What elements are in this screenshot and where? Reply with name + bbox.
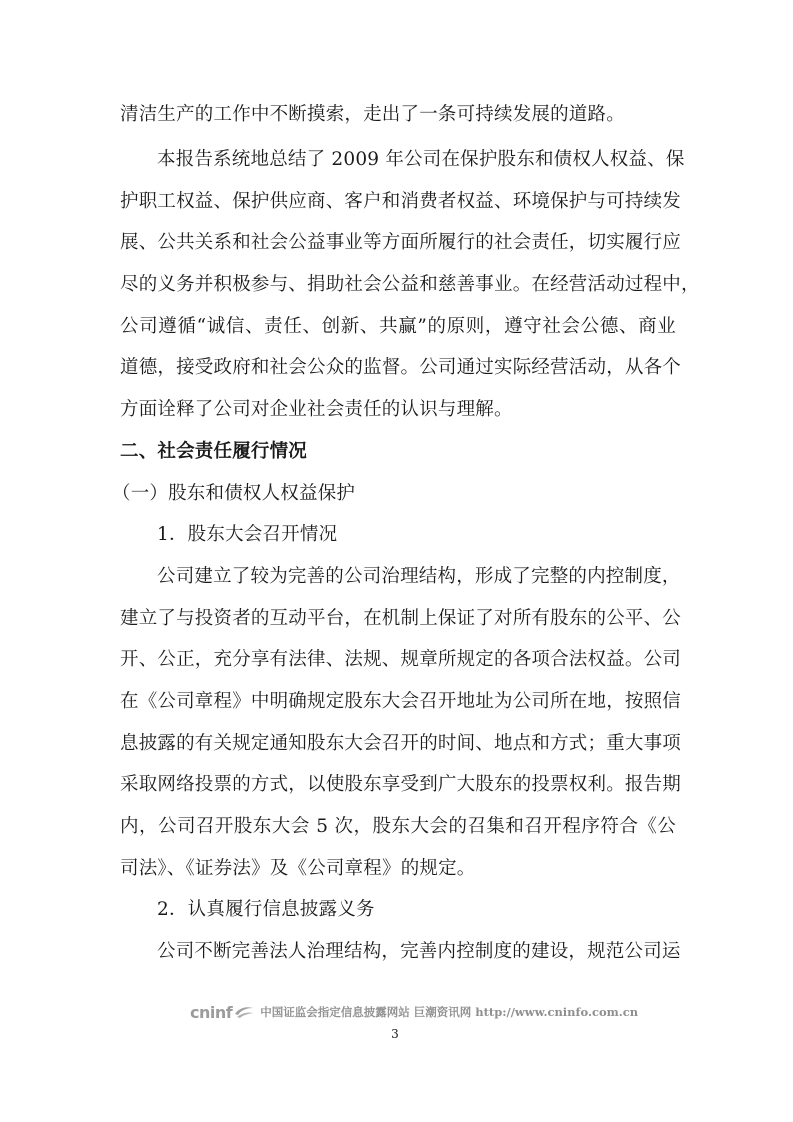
footer-site-text[interactable]: 中国证监会指定信息披露网站 巨潮资讯网 http://www.cninfo.com.cn bbox=[260, 1005, 639, 1019]
page-footer bbox=[190, 1002, 639, 1022]
paragraph-line: 建立了与投资者的互动平台，在机制上保证了对所有股东的公平、公 bbox=[120, 608, 682, 629]
swoosh-icon bbox=[234, 1005, 254, 1019]
page-number: 3 bbox=[391, 1027, 399, 1041]
logo-text: cninf bbox=[190, 1002, 233, 1022]
item-heading: 1．股东大会召开情况 bbox=[157, 524, 338, 545]
paragraph-line: 展、公共关系和社会公益事业等方面所履行的社会责任，切实履行应 bbox=[120, 232, 682, 253]
section-heading: 二、社会责任履行情况 bbox=[120, 441, 308, 462]
paragraph-line: 道德，接受政府和社会公众的监督。公司通过实际经营活动，从各个 bbox=[120, 357, 682, 378]
paragraph-line: 公司建立了较为完善的公司治理结构，形成了完整的内控制度， bbox=[157, 566, 681, 587]
paragraph-line: 内，公司召开股东大会 5 次，股东大会的召集和召开程序符合《公 bbox=[120, 816, 676, 837]
paragraph-line: 开、公正，充分享有法律、法规、规章所规定的各项合法权益。公司 bbox=[120, 649, 682, 670]
paragraph-line: 采取网络投票的方式，以使股东享受到广大股东的投票权利。报告期 bbox=[120, 774, 682, 795]
paragraph-line: 公司不断完善法人治理结构，完善内控制度的建设，规范公司运 bbox=[157, 941, 681, 962]
cninf-logo bbox=[190, 1003, 254, 1022]
item-heading: 2．认真履行信息披露义务 bbox=[157, 899, 375, 920]
paragraph-line: 司法》、《证券法》及《公司章程》的规定。 bbox=[120, 858, 476, 879]
paragraph-line: 息披露的有关规定通知股东大会召开的时间、地点和方式；重大事项 bbox=[120, 733, 682, 754]
paragraph-line: 清洁生产的工作中不断摸索，走出了一条可持续发展的道路。 bbox=[120, 104, 625, 125]
paragraph-line: 护职工权益、保护供应商、客户和消费者权益、环境保护与可持续发 bbox=[120, 191, 682, 212]
paragraph-line: 在《公司章程》中明确规定股东大会召开地址为公司所在地，按照信 bbox=[120, 691, 682, 712]
paragraph-line: 公司遵循“诚信、责任、创新、共赢”的原则，遵守社会公德、商业 bbox=[120, 316, 676, 337]
paragraph-line: 尽的义务并积极参与、捐助社会公益和慈善事业。在经营活动过程中， bbox=[120, 274, 700, 295]
paragraph-line: 方面诠释了公司对企业社会责任的认识与理解。 bbox=[120, 399, 513, 420]
subsection-heading: （一）股东和债权人权益保护 bbox=[112, 483, 356, 504]
paragraph-line: 本报告系统地总结了 2009 年公司在保护股东和债权人权益、保 bbox=[157, 149, 685, 170]
